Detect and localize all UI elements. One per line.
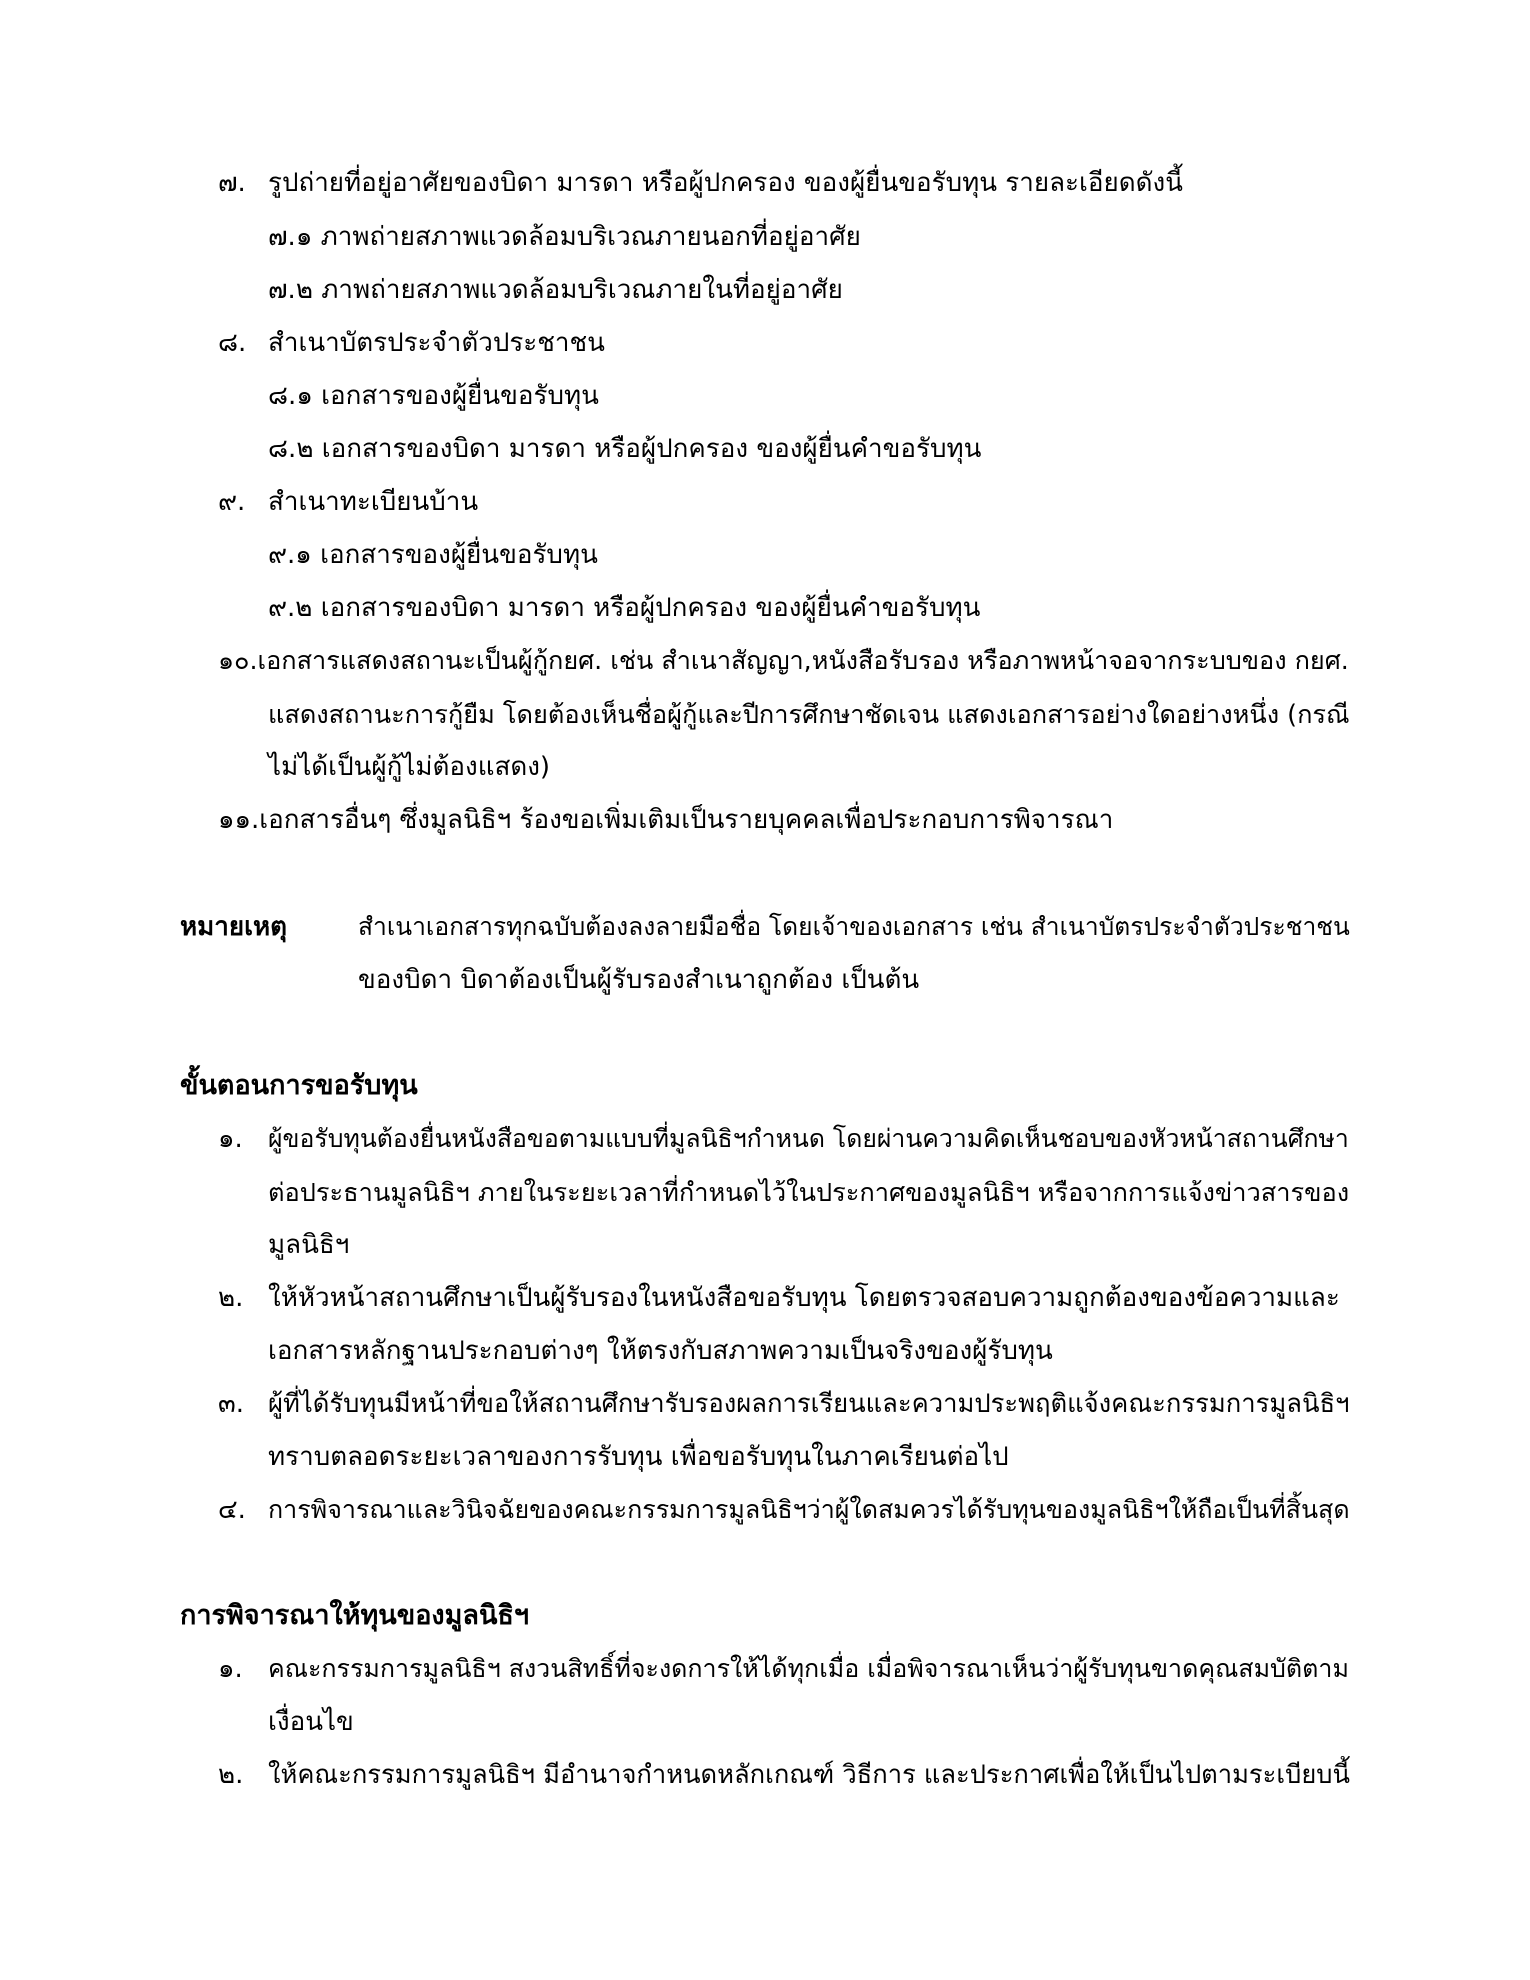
consideration-item-2-number: ๒. [218,1760,244,1790]
item-10-line-3: ไม่ได้เป็นผู้กู้ไม่ต้องแสดง) [268,752,551,782]
procedure-item-3-line-2: ทราบตลอดระยะเวลาของการรับทุน เพื่อขอรับทุนในภาคเรียนต่อไป [268,1442,1009,1472]
note-label: หมายเหตุ [180,912,288,942]
item-7-1-text: ๗.๑ ภาพถ่ายสภาพแวดล้อมบริเวณภายนอกที่อยู่อาศัย [268,222,861,252]
consideration-item-1-line-2: เงื่อนไข [268,1707,354,1737]
consideration-heading: การพิจารณาให้ทุนของมูลนิธิฯ [180,1600,530,1631]
procedure-item-1-line-1: ผู้ขอรับทุนต้องยื่นหนังสือขอตามแบบที่มูลนิธิฯกำหนด โดยผ่านความคิดเห็นชอบของหัวหน้าสถานศึกษา [268,1124,1349,1153]
procedure-item-2-line-1: ให้หัวหน้าสถานศึกษาเป็นผู้รับรองในหนังสือขอรับทุน โดยตรวจสอบความถูกต้องของข้อความและ [268,1283,1340,1313]
item-10-line-2: แสดงสถานะการกู้ยืม โดยต้องเห็นชื่อผู้กู้และปีการศึกษาชัดเจน แสดงเอกสารอย่างใดอย่างหนึ่ง (กรณี [268,699,1350,729]
item-7-text: รูปถ่ายที่อยู่อาศัยของบิดา มารดา หรือผู้ปกครอง ของผู้ยื่นขอรับทุน รายละเอียดดังนี้ [268,168,1183,198]
procedure-item-1-line-2: ต่อประธานมูลนิธิฯ ภายในระยะเวลาที่กำหนดไว้ในประกาศของมูลนิธิฯ หรือจากการแจ้งข่าวสารของ [268,1177,1350,1207]
item-10-line-1: ๑๐.เอกสารแสดงสถานะเป็นผู้กู้กยศ. เช่น สำเนาสัญญา,หนังสือรับรอง หรือภาพหน้าจอจากระบบของ กยศ. [218,646,1349,675]
item-8-text: สำเนาบัตรประจำตัวประชาชน [268,328,605,358]
procedure-heading: ขั้นตอนการขอรับทุน [180,1070,418,1101]
item-7-2-text: ๗.๒ ภาพถ่ายสภาพแวดล้อมบริเวณภายในที่อยู่อาศัย [268,275,843,305]
procedure-item-2-number: ๒. [218,1283,244,1313]
item-11-line-1: ๑๑.เอกสารอื่นๆ ซึ่งมูลนิธิฯ ร้องขอเพิ่มเติมเป็นรายบุคคลเพื่อประกอบการพิจารณา [218,805,1114,835]
procedure-item-4-number: ๔. [218,1495,246,1525]
note-line-1: สำเนาเอกสารทุกฉบับต้องลงลายมือชื่อ โดยเจ้าของเอกสาร เช่น สำเนาบัตรประจำตัวประชาชน [358,912,1350,941]
procedure-item-4-line-1: การพิจารณาและวินิจฉัยของคณะกรรมการมูลนิธิฯว่าผู้ใดสมควรได้รับทุนของมูลนิธิฯให้ถือเป็นที่สิ้นสุด [268,1495,1350,1524]
procedure-item-2-line-2: เอกสารหลักฐานประกอบต่างๆ ให้ตรงกับสภาพความเป็นจริงของผู้รับทุน [268,1336,1053,1366]
consideration-item-1-number: ๑. [218,1654,243,1684]
item-9-text: สำเนาทะเบียนบ้าน [268,487,479,517]
procedure-item-1-number: ๑. [218,1124,243,1154]
item-9-2-text: ๙.๒ เอกสารของบิดา มารดา หรือผู้ปกครอง ของผู้ยื่นคำขอรับทุน [268,593,981,623]
procedure-item-3-number: ๓. [218,1389,245,1419]
item-9-1-text: ๙.๑ เอกสารของผู้ยื่นขอรับทุน [268,540,598,570]
consideration-item-1-line-1: คณะกรรมการมูลนิธิฯ สงวนสิทธิ์ที่จะงดการให้ได้ทุกเมื่อ เมื่อพิจารณาเห็นว่าผู้รับทุนขาดคุณสมบัติตาม [268,1654,1349,1683]
item-8-1-text: ๘.๑ เอกสารของผู้ยื่นขอรับทุน [268,381,599,411]
item-8-number: ๘. [218,328,247,358]
note-line-2: ของบิดา บิดาต้องเป็นผู้รับรองสำเนาถูกต้อง เป็นต้น [358,965,920,995]
procedure-item-3-line-1: ผู้ที่ได้รับทุนมีหน้าที่ขอให้สถานศึกษารับรองผลการเรียนและความประพฤติแจ้งคณะกรรมการมูลนิธิฯ [268,1389,1350,1419]
consideration-item-2-line-1: ให้คณะกรรมการมูลนิธิฯ มีอำนาจกำหนดหลักเกณฑ์ วิธีการ และประกาศเพื่อให้เป็นไปตามระเบียบนี้ [268,1760,1350,1790]
item-7-number: ๗. [218,168,246,198]
item-9-number: ๙. [218,487,246,517]
item-8-2-text: ๘.๒ เอกสารของบิดา มารดา หรือผู้ปกครอง ของผู้ยื่นคำขอรับทุน [268,434,982,464]
procedure-item-1-line-3: มูลนิธิฯ [268,1230,350,1260]
